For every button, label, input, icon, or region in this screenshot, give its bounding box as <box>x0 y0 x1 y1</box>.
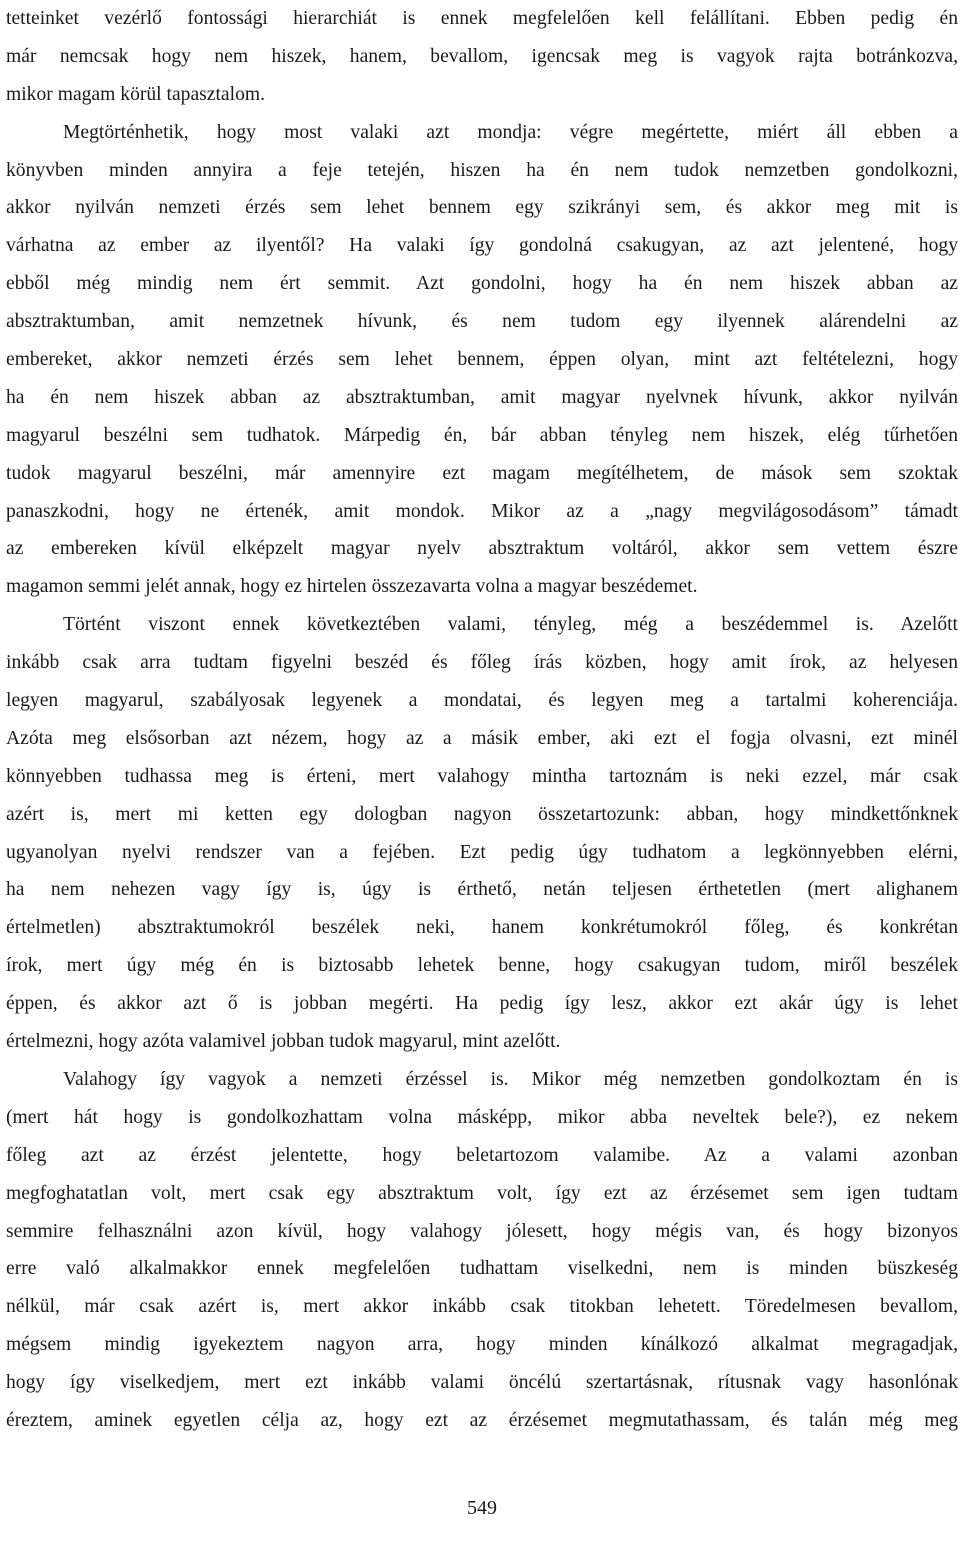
text-line: könyvben minden annyira a feje tetején, hiszen ha én nem tudok nemzetben gondolkozni, <box>6 159 958 181</box>
paragraph-4 <box>6 1061 958 1440</box>
text-line: ebből még mindig nem ért semmit. Azt gondolni, hogy ha én nem hiszek abban az <box>6 273 958 295</box>
document-page <box>6 0 958 1546</box>
text-line: semmire felhasználni azon kívül, hogy valahogy jólesett, hogy mégis van, és hogy bizonyos <box>6 1220 958 1242</box>
text-line: az embereken kívül elképzelt magyar nyelv absztraktum voltáról, akkor sem vettem észre <box>6 538 958 560</box>
body-text <box>6 0 958 1440</box>
text-line: mégsem mindig igyekeztem nagyon arra, hogy minden kínálkozó alkalmat megragadjak, <box>6 1334 958 1356</box>
text-line: mikor magam körül tapasztalom. <box>6 83 266 105</box>
page-number: 549 <box>467 1497 497 1519</box>
paragraph-3 <box>6 606 958 1061</box>
text-line: könnyebben tudhassa meg is érteni, mert valahogy mintha tartoznám is neki ezzel, már csak <box>6 765 958 787</box>
text-line: embereket, akkor nemzeti érzés sem lehet bennem, éppen olyan, mint azt feltételezni, hogy <box>6 349 958 371</box>
text-line: panaszkodni, hogy ne értenék, amit mondok. Mikor az a „nagy megvilágosodásom” támadt <box>6 500 958 522</box>
text-line: megfoghatatlan volt, mert csak egy absztraktum volt, így ezt az érzésemet sem igen tudtam <box>6 1182 958 1204</box>
text-line: Valahogy így vagyok a nemzeti érzéssel is. Mikor még nemzetben gondolkoztam én is <box>63 1068 958 1090</box>
text-line: várhatna az ember az ilyentől? Ha valaki így gondolná csakugyan, az azt jelentené, hogy <box>6 235 958 257</box>
text-line: ugyanolyan nyelvi rendszer van a fejében. Ezt pedig úgy tudhatom a legkönnyebben elérni, <box>6 841 958 863</box>
text-line: azért is, mert mi ketten egy dologban nagyon összetartozunk: abban, hogy mindkettőnknek <box>6 803 958 825</box>
text-line: magyarul beszélni sem tudhatok. Márpedig én, bár abban tényleg nem hiszek, elég tűrhetően <box>6 424 958 446</box>
text-line: éppen, és akkor azt ő is jobban megérti. Ha pedig így lesz, akkor ezt akár úgy is lehet <box>6 993 958 1015</box>
text-line: inkább csak arra tudtam figyelni beszéd és főleg írás közben, hogy amit írok, az helyesen <box>6 652 958 674</box>
text-line: magamon semmi jelét annak, hogy ez hirtelen összezavarta volna a magyar beszédemet. <box>6 576 698 598</box>
text-line: főleg azt az érzést jelentette, hogy beletartozom valamibe. Az a valami azonban <box>6 1144 958 1166</box>
paragraph-2 <box>6 114 958 607</box>
text-line: absztraktumban, amit nemzetnek hívunk, és nem tudom egy ilyennek alárendelni az <box>6 311 958 333</box>
text-line: írok, mert úgy még én is biztosabb lehetek benne, hogy csakugyan tudom, miről beszélek <box>6 955 958 977</box>
text-line: értelmetlen) absztraktumokról beszélek neki, hanem konkrétumokról főleg, és konkrétan <box>6 917 958 939</box>
text-line: éreztem, aminek egyetlen célja az, hogy ezt az érzésemet megmutathassam, és talán még meg <box>6 1409 958 1431</box>
text-line: Történt viszont ennek következtében valami, tényleg, még a beszédemmel is. Azelőtt <box>63 614 958 636</box>
text-line: tetteinket vezérlő fontossági hierarchiát is ennek megfelelően kell felállítani. Ebben pedig én <box>6 8 958 29</box>
text-line: már nemcsak hogy nem hiszek, hanem, bevallom, igencsak meg is vagyok rajta botránkozva, <box>6 45 958 67</box>
text-line: ha nem nehezen vagy így is, úgy is érthető, netán teljesen érthetetlen (mert alighanem <box>6 879 958 901</box>
text-line: Megtörténhetik, hogy most valaki azt mondja: végre megértette, miért áll ebben a <box>63 121 958 143</box>
text-line: legyen magyarul, szabályosak legyenek a mondatai, és legyen meg a tartalmi koherenciája. <box>6 690 958 712</box>
text-line: nélkül, már csak azért is, mert akkor inkább csak titokban lehetett. Töredelmesen bevallom, <box>6 1296 958 1318</box>
text-line: ha én nem hiszek abban az absztraktumban, amit magyar nyelvnek hívunk, akkor nyilván <box>6 386 958 408</box>
text-line: tudok magyarul beszélni, már amennyire ezt magam megítélhetem, de mások sem szoktak <box>6 462 958 484</box>
text-line: (mert hát hogy is gondolkozhattam volna másképp, mikor abba neveltek bele?), ez nekem <box>6 1106 958 1128</box>
text-line: értelmezni, hogy azóta valamivel jobban tudok magyarul, mint azelőtt. <box>6 1031 561 1053</box>
text-line: Azóta meg elsősorban azt nézem, hogy az a másik ember, aki ezt el fogja olvasni, ezt minél <box>6 727 958 749</box>
text-line: hogy így viselkedjem, mert ezt inkább valami öncélú szertartásnak, rítusnak vagy hasonlónak <box>6 1372 958 1394</box>
text-line: akkor nyilván nemzeti érzés sem lehet bennem egy szikrányi sem, és akkor meg mit is <box>6 197 958 219</box>
text-line: erre való alkalmakkor ennek megfelelően tudhattam viselkedni, nem is minden büszkeség <box>6 1258 958 1280</box>
paragraph-1 <box>6 0 958 114</box>
